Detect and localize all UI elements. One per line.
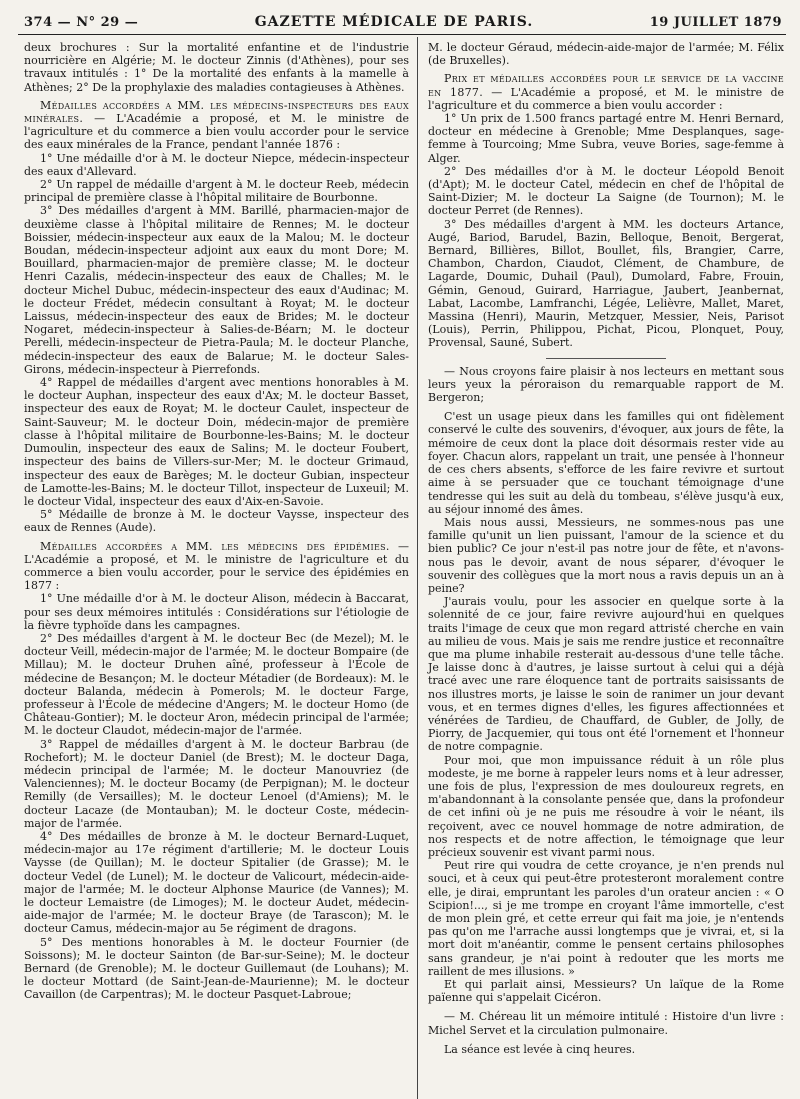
page-header: [18, 14, 786, 35]
section-intro: — L'Académie a proposé, et M. le ministre de l'agriculture et du commerce a bien voulu accorder, pour le service des épidémies en 1877 :: [24, 539, 409, 593]
paragraph: Mais nous aussi, Messieurs, ne sommes-nous pas une famille qu'unit un lien puissant, l'amour de la science et du bien public? Ce jour n'est-il pas notre jour de fête, et n'avons-nous pas le devoir, avant de nous séparer, d'évoquer le souvenir des collègues que la mort nous a ravis depuis un an à peine?: [428, 515, 784, 595]
paragraph: 2° Des médailles d'argent à M. le docteur Bec (de Mezel); M. le docteur Veill, médecin-major de l'armée; M. le docteur Bompaire (de Millau); M. le docteur Druhen aîné, professeur à l'École de médecine de Besançon; M. le docteur Métadier (de Bordeaux): M. le docteur Balanda, médecin à Pomerols; M. le docteur Farge, professeur à l'École de médecine d'Angers; M. le docteur Homo (de Château-Gontier); M. le docteur Aron, médecin principal de l'armée; M. le docteur Claudot, médecin-major de l'armée.: [24, 631, 409, 738]
paragraph: La séance est levée à cinq heures.: [444, 1042, 636, 1056]
issue-date: 19 JUILLET 1879: [649, 15, 782, 30]
paragraph: 4° Rappel de médailles d'argent avec mentions honorables à M. le docteur Auphan, inspecteur des eaux d'Ax; M. le docteur Basset, inspecteur des eaux de Royat; M. le docteur Caulet, inspecteur de Saint-Sauveur; M. le docteur Doin, médecin-major de première classe à l'hôpital militaire de Bourbonne-les-Bains; M. le docteur Dumoulin, inspecteur des eaux de Salins; M. le docteur Foubert, inspecteur des bains de Villers-sur-Mer; M. le docteur Grimaud, inspecteur des eaux de Barèges; M. le docteur Gubian, inspecteur de Lamotte-les-Bains; M. le docteur Tillot, inspecteur de Luxeuil; M. le docteur Vidal, inspecteur des eaux d'Aix-en-Savoie.: [24, 376, 409, 508]
section-heading-paragraph: [428, 72, 784, 112]
text-columns: [18, 37, 786, 1099]
paragraph: Pour moi, que mon impuissance réduit à un rôle plus modeste, je me borne à rappeler leurs noms et à leur adresser, une fois de plus, l'expression de mes douloureux regrets, en m'abandonnant à la consolante pensée que, dans la profondeur de cet infini où je ne puis me résoudre à voir le néant, ils reçoivent, avec ce nouvel hommage de notre admiration, de nos respects et de notre affection, le témoignage que leur précieux souvenir est vivant parmi nous.: [428, 753, 784, 859]
paragraph: — Nous croyons faire plaisir à nos lecteurs en mettant sous leurs yeux la péroraison du remarquable rapport de M. Bergeron;: [428, 364, 784, 405]
paragraph: 3° Rappel de médailles d'argent à M. le docteur Barbrau (de Rochefort); M. le docteur Daniel (de Brest); M. le docteur Daga, médecin principal de l'armée; M. le docteur Manouvriez (de Valenciennes); M. le docteur Bocamy (de Perpignan); M. le docteur Remilly (de Versailles); M. le docteur Lenoel (d'Amiens); M. le docteur Lacaze (de Montauban); M. le docteur Coste, médecin-major de l'armée.: [24, 737, 409, 830]
paragraph: M. le docteur Géraud, médecin-aide-major de l'armée; M. Félix (de Bruxelles).: [428, 41, 784, 68]
paragraph: Peut rire qui voudra de cette croyance, je n'en prends nul souci, et à ceux qui peut-être protesteront moralement contre elle, je dirai, empruntant les paroles d'un orateur ancien : « O Scipion!..., si je me trompe en croyant l'âme immortelle, c'est de mon plein gré, et cette erreur qui fait ma joie, je n'entends pas qu'on me l'arrache aussi longtemps que je vivrai, et, si la mort doit m'anéantir, comme le pensent certains philosophes sans grandeur, je n'ai point à redouter que les morts me raillent de mes illusions. »: [428, 859, 784, 978]
right-column: [418, 37, 786, 1099]
paragraph: 1° Une médaille d'or à M. le docteur Niepce, médecin-inspecteur des eaux d'Allevard.: [24, 151, 409, 178]
section-intro: — L'Académie a proposé, et M. le ministre de l'agriculture et du commerce a bien voulu accorder :: [428, 85, 784, 112]
section-heading: Médailles accordées a MM. les médecins des épidémies.: [40, 539, 390, 553]
paragraph: 1° Une médaille d'or à M. le docteur Alison, médecin à Baccarat, pour ses deux mémoires intitulés : Considérations sur l'étiologie de la fièvre typhoïde dans les campagnes.: [24, 592, 409, 632]
section-intro: — L'Académie a proposé, et M. le ministre de l'agriculture et du commerce a bien voulu accorder pour le service des eaux minérales de la France, pendant l'année 1876 :: [24, 112, 409, 152]
paragraph: Et qui parlait ainsi, Messieurs? Un laïque de la Rome païenne qui s'appelait Cicéron.: [428, 978, 784, 1005]
paragraph: 2° Des médailles d'or à M. le docteur Léopold Benoit (d'Apt); M. le docteur Catel, médecin en chef de l'hôpital de Saint-Dizier; M. le docteur La Saigne (de Tournon); M. le docteur Perret (de Rennes).: [428, 164, 784, 218]
section-heading: Prix et médailles accordées pour le service de la vaccine en 1877.: [428, 72, 784, 99]
paragraph: 3° Des médailles d'argent à MM. Barillé, pharmacien-major de deuxième classe à l'hôpital militaire de Rennes; M. le docteur Boissier, médecin-inspecteur aux eaux de la Malou; M. le docteur Boudan, médecin-inspecteur adjoint aux eaux du mont Dore; M. Bouillard, pharmacien-major de première classe; M. le docteur Henri Cazalis, médecin-inspecteur des eaux de Challes; M. le docteur Michel Dubuc, médecin-inspecteur des eaux d'Audinac; M. le docteur Frédet, médecin consultant à Royat; M. le docteur Laissus, médecin-inspecteur des eaux de Brides; M. le docteur Nogaret, médecin-inspecteur à Salies-de-Béarn; M. le docteur Perelli, médecin-inspecteur de Pietra-Paula; M. le docteur Planche, médecin-inspecteur des eaux de Balarue; M. le docteur Sales-Girons, médecin-inspecteur à Pierrefonds.: [24, 204, 409, 376]
section-divider: [546, 358, 666, 359]
paragraph: 2° Un rappel de médaille d'argent à M. le docteur Reeb, médecin principal de première classe à l'hôpital militaire de Bourbonne.: [24, 178, 409, 205]
section-heading-paragraph: [24, 540, 409, 593]
paragraph: deux brochures : Sur la mortalité enfantine et de l'industrie nourricière en Algérie; M. le docteur Zinnis (d'Athènes), pour ses travaux intitulés : 1° De la mortalité des enfants à la mamelle à Athènes; 2° De la prophylaxie des maladies contagieuses à Athènes.: [24, 41, 409, 94]
paragraph: 3° Des médailles d'argent à MM. les docteurs Artance, Augé, Bariod, Barudel, Bazin, Belloque, Benoit, Bergerat, Bernard, Billières, Billot, Boullet, fils, Brangier, Carre, Chambon, Chardon, Ciaudot, Clément, de Chambure, de Lagarde, Doumic, Duhail (Paul), Dumolard, Fabre, Frouin, Gémin, Genoud, Guirard, Harriague, Jaubert, Jeanbernat, Labat, Lacombe, Lamfranchi, Légée, Lelièvre, Mallet, Maret, Massina (Henri), Maurin, Metzquer, Messier, Neis, Parisot (Louis), Perrin, Philippou, Pichat, Picou, Plonquet, Pouy, Provensal, Sauné, Subert.: [428, 217, 784, 350]
paragraph: 5° Médaille de bronze à M. le docteur Vaysse, inspecteur des eaux de Rennes (Aude).: [24, 508, 409, 535]
paragraph: 5° Des mentions honorables à M. le docteur Fournier (de Soissons); M. le docteur Sainton (de Bar-sur-Seine); M. le docteur Bernard (de Grenoble); M. le docteur Guillemaut (de Louhans); M. le docteur Mottard (de Saint-Jean-de-Maurienne); M. le docteur Cavaillon (de Carpentras); M. le docteur Pasquet-Labroue;: [24, 935, 409, 1002]
paragraph: 1° Un prix de 1.500 francs partagé entre M. Henri Bernard, docteur en médecine à Grenoble; Mme Desplanques, sage-femme à Tourcoing; Mme Subra, veuve Bories, sage-femme à Alger.: [428, 112, 784, 165]
left-column: [18, 37, 418, 1099]
section-heading-paragraph: [24, 99, 409, 152]
section-heading: Médailles accordées a MM. les médecins-inspecteurs des eaux minérales.: [24, 98, 409, 126]
page-number: 374 — N° 29 —: [24, 15, 139, 30]
paragraph: — M. Chéreau lit un mémoire intitulé : Histoire d'un livre : Michel Servet et la circulation pulmonaire.: [428, 1010, 784, 1037]
paragraph: 4° Des médailles de bronze à M. le docteur Bernard-Luquet, médecin-major au 17e régiment d'artillerie; M. le docteur Louis Vaysse (de Quillan); M. le docteur Spitalier (de Grasse); M. le docteur Vedel (de Lunel); M. le docteur de Valicourt, médecin-aide-major de l'armée; M. le docteur Alphonse Maurice (de Vannes); M. le docteur Lemaistre (de Limoges); M. le docteur Audet, médecin-aide-major de l'armée; M. le docteur Braye (de Tarascon); M. le docteur Camus, médecin-major au 5e régiment de dragons.: [24, 829, 409, 936]
paragraph: J'aurais voulu, pour les associer en quelque sorte à la solennité de ce jour, faire revivre aujourd'hui en quelques traits l'image de ceux que mon regard attristé cherche en vain au milieu de vous. Mais je sais me rendre justice et reconnaître que ma plume inhabile resterait au-dessous d'une telle tâche. Je laisse donc à d'autres, je laisse surtout à celui qui a déjà tracé avec une rare éloquence tant de portraits saisissants de nos illustres morts, je laisse le soin de ranimer un jour devant vous, et en termes dignes d'elles, les figures affectionnées et vénérées de Tardieu, de Chauffard, de Gubler, de Jolly, de Piorry, de Jacquemier, qui tous ont été l'ornement et l'honneur de notre compagnie.: [428, 595, 784, 754]
publication-title: GAZETTE MÉDICALE DE PARIS.: [254, 14, 534, 30]
paragraph: C'est un usage pieux dans les familles qui ont fidèlement conservé le culte des souvenirs, d'évoquer, aux jours de fête, la mémoire de ceux dont la place doit désormais rester vide au foyer. Chacun alors, rappelant un trait, une pensée à l'honneur de ces chers absents, s'efforce de les faire revivre et surtout aime à se persuader que ce touchant témoignage d'une tendresse qui les suit au delà du tombeau, s'élève jusqu'à eux, au séjour innomé des âmes.: [428, 410, 784, 516]
